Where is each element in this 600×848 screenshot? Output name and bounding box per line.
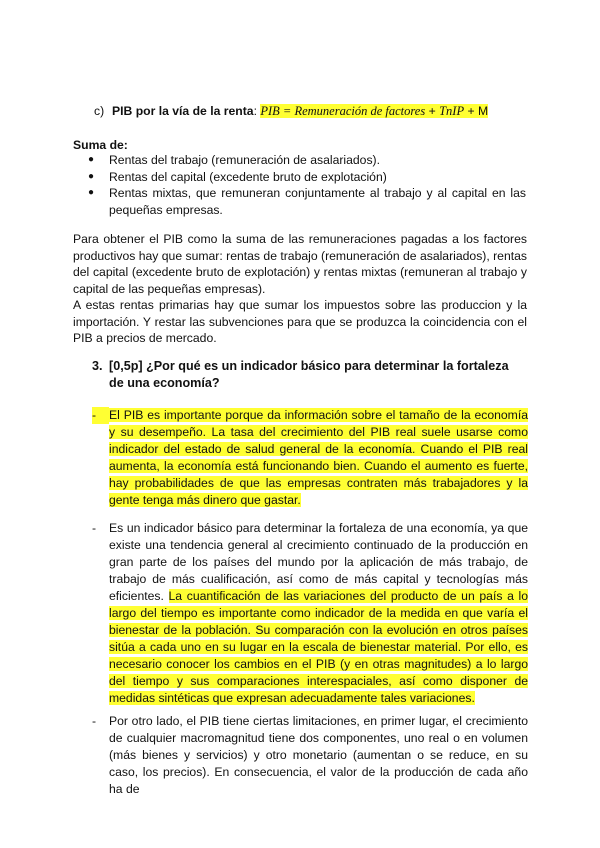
formula-tail: + M [464, 104, 489, 118]
formula-plus: + [425, 104, 440, 118]
answer-item-3 [92, 713, 528, 798]
bullet-icon: ● [88, 170, 95, 182]
answer-item-2 [92, 520, 528, 707]
question-text: [0,5p] ¿Por qué es un indicador básico para determinar la fortaleza de una economía? [109, 359, 509, 390]
question-number: 3. [92, 359, 103, 373]
bullet-icon: ● [88, 187, 95, 198]
answer-3-text: Por otro lado, el PIB tiene ciertas limitaciones, en primer lugar, el crecimiento de cualquier macromagnitud tiene dos componentes, uno real o en volumen (más bienes y servicios) y otro monetario (aumentan o se reduce, en su caso, los precios). En consecuencia, el valor de la producción de cada año ha de [109, 714, 528, 796]
list-item [86, 169, 526, 186]
paragraph-pib-renta: Para obtener el PIB como la suma de las remuneraciones pagadas a los factores productivos hay que sumar: rentas de trabajo (remuneración de asalariados), rentas del capital (excedente bruto de explotación) y rentas mixtas (remuneran al trabajo y capital de las pequeñas empresas). [73, 232, 527, 296]
dash-marker: - [92, 407, 109, 424]
list-marker: c) [94, 104, 105, 118]
bullet-icon: ● [88, 154, 95, 165]
list-item [86, 152, 526, 169]
formula-main: PIB = Remuneración de factores [260, 104, 426, 118]
question-3 [92, 358, 522, 392]
list-item-text: Rentas del trabajo (remuneración de asalariados). [109, 153, 380, 167]
pib-formula [260, 104, 488, 118]
section-c-heading [94, 104, 488, 119]
rentas-list [86, 152, 526, 218]
dash-marker: - [92, 521, 97, 535]
answer-2-highlight: La cuantificación de las variaciones del producto de un país a lo largo del tiempo es importante como indicador de la medida en que varía el bienestar de la población. Su comparación con la evolución en otros países sitúa a cada uno en su lugar en la escala de bienestar material. Por ello, es necesario conocer los cambios en el PIB (y en otras magnitudes) a lo largo del tiempo y sus comparaciones interespaciales, así como disponer de medidas sintéticas que expresan adecuadamente tales variaciones. [109, 589, 528, 705]
answer-item-1 [92, 407, 528, 509]
list-item [86, 185, 526, 218]
paragraph-impuestos: A estas rentas primarias hay que sumar los impuestos sobre las produccion y la importación. Y restar las subvenciones para que se produzca la coincidencia con el PIB a precios de mercado. [73, 298, 527, 345]
colon: : [253, 104, 257, 118]
suma-heading: Suma de: [73, 138, 128, 152]
answer-2-text: Es un indicador básico para determinar la fortaleza de una economía, ya que existe una tendencia general al crecimiento continuado de la producción en gran parte de los países del mundo por la aplicación de más trabajo, de trabajo de más cualificación, así como de más capital y tecnologías más eficientes. [109, 521, 528, 603]
formula-tnip: TnIP [439, 104, 465, 118]
dash-marker: - [92, 714, 97, 728]
answer-1-text: El PIB es importante porque da información sobre el tamaño de la economía y su desempeño. La tasa del crecimiento del PIB real suele usarse como indicador del estado de salud general de la economía. Cuando el PIB real aumenta, la economía está funcionando bien. Cuando el aumento es fuerte, hay probabilidades de que las empresas contraten más trabajadores y la gente tenga más dinero que gastar. [109, 408, 528, 507]
list-item-text: Rentas del capital (excedente bruto de explotación) [109, 169, 387, 184]
section-c-title: PIB por la vía de la renta [112, 104, 254, 118]
list-item-text: Rentas mixtas, que remuneran conjuntamente al trabajo y al capital en las pequeñas empresas. [109, 186, 526, 217]
